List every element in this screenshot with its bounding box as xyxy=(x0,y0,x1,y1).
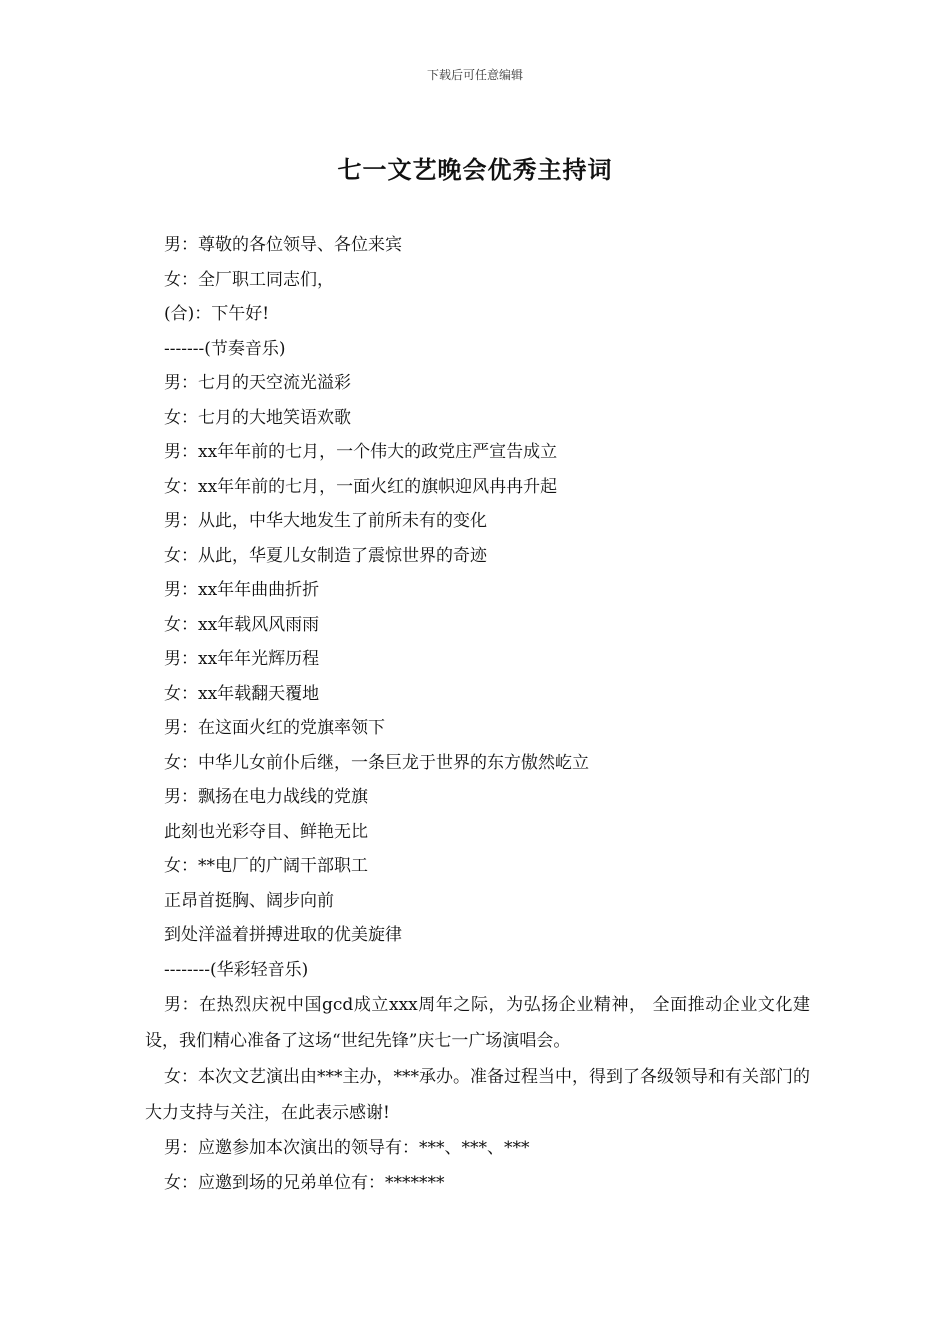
script-line: 到处洋溢着拼搏进取的优美旋律 xyxy=(164,925,402,945)
script-line: 女：七月的大地笑语欢歌 xyxy=(164,407,351,428)
script-line: -------(节奏音乐) xyxy=(164,338,286,359)
script-line: 男：飘扬在电力战线的党旗 xyxy=(164,787,368,807)
script-line: --------(华彩轻音乐) xyxy=(164,959,309,980)
document-title: 七一文艺晚会优秀主持词 xyxy=(337,155,613,184)
script-line: 男：尊敬的各位领导、各位来宾 xyxy=(164,235,402,255)
script-paragraph: 男：在热烈庆祝中国gcd成立xxx周年之际，为弘扬企业精神， 全面推动企业文化建设，我们精心准备了这场“世纪先锋”庆七一广场演唱会。 xyxy=(145,995,810,1051)
script-line: 男：应邀参加本次演出的领导有：***、***、*** xyxy=(164,1138,530,1158)
header-note: 下载后可任意编辑 xyxy=(426,68,523,82)
script-line: 女：中华儿女前仆后继，一条巨龙于世界的东方傲然屹立 xyxy=(164,752,589,773)
script-line: 男：七月的天空流光溢彩 xyxy=(164,373,351,393)
script-line: 女：从此，华夏儿女制造了震惊世界的奇迹 xyxy=(164,545,487,566)
document-body xyxy=(145,228,810,1200)
script-line: 正昂首挺胸、阔步向前 xyxy=(164,890,334,911)
script-line: 女：xx年年前的七月，一面火红的旗帜迎风冉冉升起 xyxy=(164,476,558,497)
script-line: 男：xx年年曲曲折折 xyxy=(164,580,320,600)
script-line: 女：应邀到场的兄弟单位有：******* xyxy=(164,1172,445,1193)
script-line: 男：从此，中华大地发生了前所未有的变化 xyxy=(164,511,487,531)
script-line: 女：全厂职工同志们， xyxy=(164,269,334,290)
script-line: 女：**电厂的广阔干部职工 xyxy=(164,856,368,876)
script-line: 男：在这面火红的党旗率领下 xyxy=(164,718,385,738)
script-line: 男：xx年年光辉历程 xyxy=(164,649,320,669)
script-paragraph: 女：本次文艺演出由***主办，***承办。准备过程当中，得到了各级领导和有关部门的大力支持与关注，在此表示感谢! xyxy=(145,1067,810,1123)
script-line: 女：xx年载翻天覆地 xyxy=(164,683,320,704)
script-line: 此刻也光彩夺目、鲜艳无比 xyxy=(164,821,368,842)
script-line: 女：xx年载风风雨雨 xyxy=(164,614,320,635)
script-line: 男：xx年年前的七月，一个伟大的政党庄严宣告成立 xyxy=(164,442,558,462)
script-line: (合)：下午好! xyxy=(164,304,270,324)
